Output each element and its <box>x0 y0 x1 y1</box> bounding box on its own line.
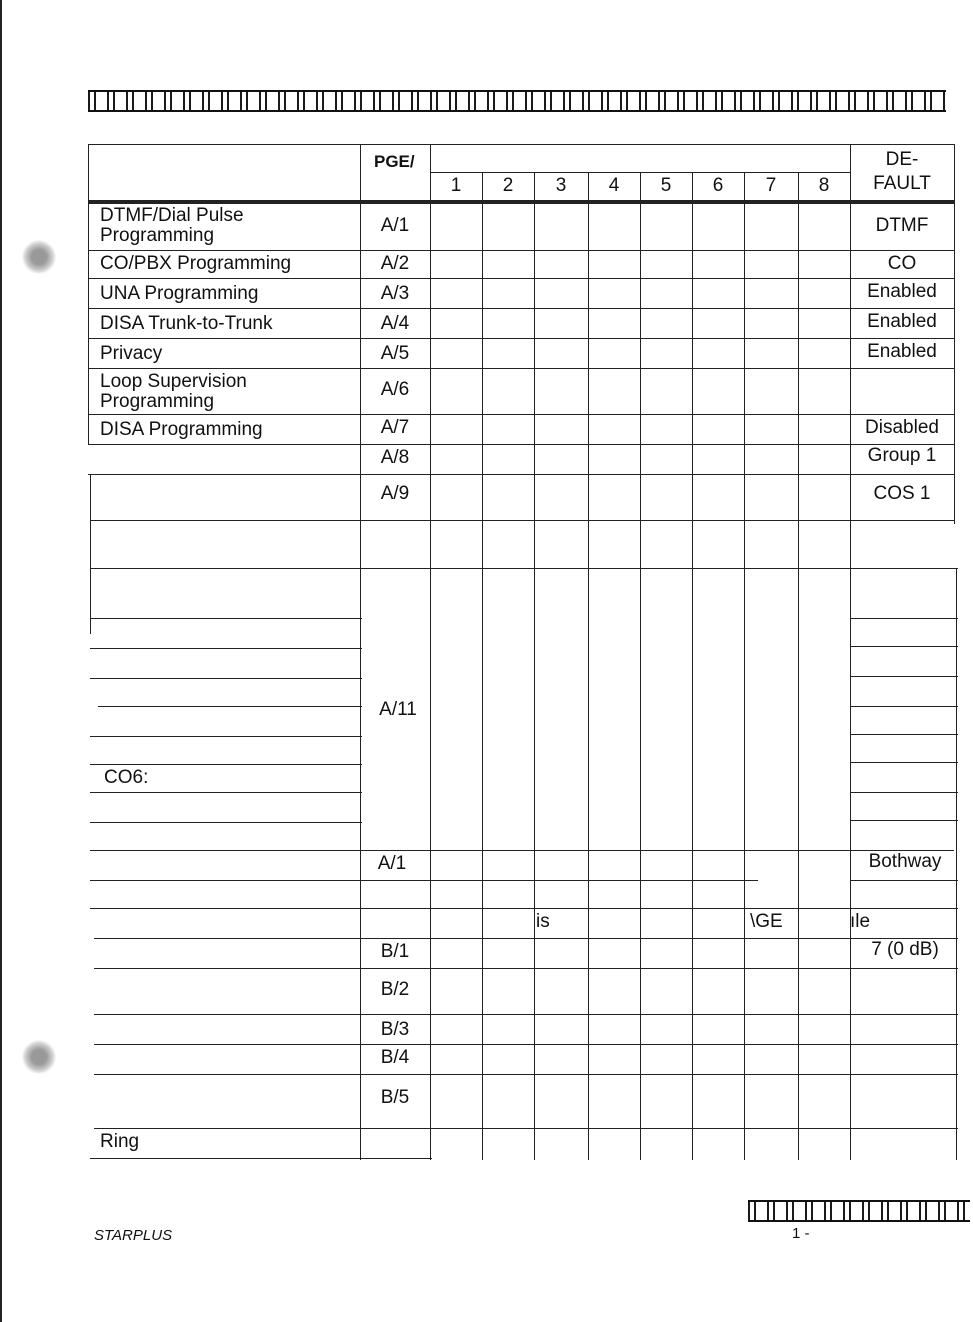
pge-value: A/1 <box>380 215 410 236</box>
pge-value: B/1 <box>380 941 410 962</box>
feature-label: DTMF/Dial Pulse <box>100 205 244 226</box>
column-header: 1 <box>450 175 462 196</box>
feature-label: DISA Trunk-to-Trunk <box>100 313 273 334</box>
feature-label: Privacy <box>100 343 163 364</box>
pge-value: A/3 <box>380 283 410 304</box>
pge-value: B/4 <box>380 1047 410 1068</box>
pge-value: B/5 <box>380 1087 410 1108</box>
default-value: COS 1 <box>873 483 931 504</box>
feature-label: CO/PBX Programming <box>100 253 292 274</box>
page-edge-line <box>0 0 2 1322</box>
feature-label: DISA Programming <box>100 419 263 440</box>
default-value: 7 (0 dB) <box>871 939 939 960</box>
feature-label: Programming <box>100 225 215 246</box>
column-header: 3 <box>555 175 567 196</box>
pge-value: A/1 <box>377 853 407 874</box>
column-header: 2 <box>502 175 514 196</box>
fragment-text: \GE <box>750 911 783 932</box>
pge-value: A/9 <box>380 483 410 504</box>
pge-value: A/5 <box>380 343 410 364</box>
default-value: Enabled <box>867 311 937 332</box>
pge-value: A/6 <box>380 379 410 400</box>
default-value: Disabled <box>865 417 939 438</box>
binder-hole-icon <box>22 1040 56 1074</box>
pge-header: PGE/ <box>374 152 415 171</box>
column-header: 5 <box>660 175 672 196</box>
pge-value: A/2 <box>380 253 410 274</box>
pge-value: B/2 <box>380 979 410 1000</box>
footer-brand: STARPLUS <box>94 1227 173 1244</box>
column-header: 7 <box>765 175 777 196</box>
column-header: 6 <box>712 175 724 196</box>
pge-value: A/8 <box>380 447 410 468</box>
pge-value: A/7 <box>380 417 410 438</box>
greek-key-border-top <box>88 90 946 112</box>
fragment-text: is <box>536 911 550 932</box>
default-header-line2: FAULT <box>873 173 931 194</box>
default-value: DTMF <box>875 215 929 236</box>
feature-label: Programming <box>100 391 215 412</box>
column-header: 4 <box>608 175 620 196</box>
greek-key-border-bottom <box>748 1200 970 1222</box>
default-value: CO <box>887 253 917 274</box>
default-value: Enabled <box>867 281 937 302</box>
programming-table <box>88 144 958 1160</box>
feature-label: UNA Programming <box>100 283 259 304</box>
default-header-line1: DE- <box>885 149 919 170</box>
default-value: Bothway <box>868 851 942 872</box>
pge-value: B/3 <box>380 1019 410 1040</box>
pge-value-a11: A/11 <box>379 699 417 720</box>
pge-value: A/4 <box>380 313 410 334</box>
footer-page-number: 1 - <box>792 1225 810 1242</box>
binder-hole-icon <box>22 240 56 274</box>
column-header: 8 <box>818 175 830 196</box>
fragment-text: ıle <box>850 911 871 932</box>
default-value: Enabled <box>867 341 937 362</box>
ring-label: Ring <box>100 1131 140 1152</box>
feature-label: Loop Supervision <box>100 371 247 392</box>
default-value: Group 1 <box>867 445 937 466</box>
co6-label: CO6: <box>104 767 149 788</box>
